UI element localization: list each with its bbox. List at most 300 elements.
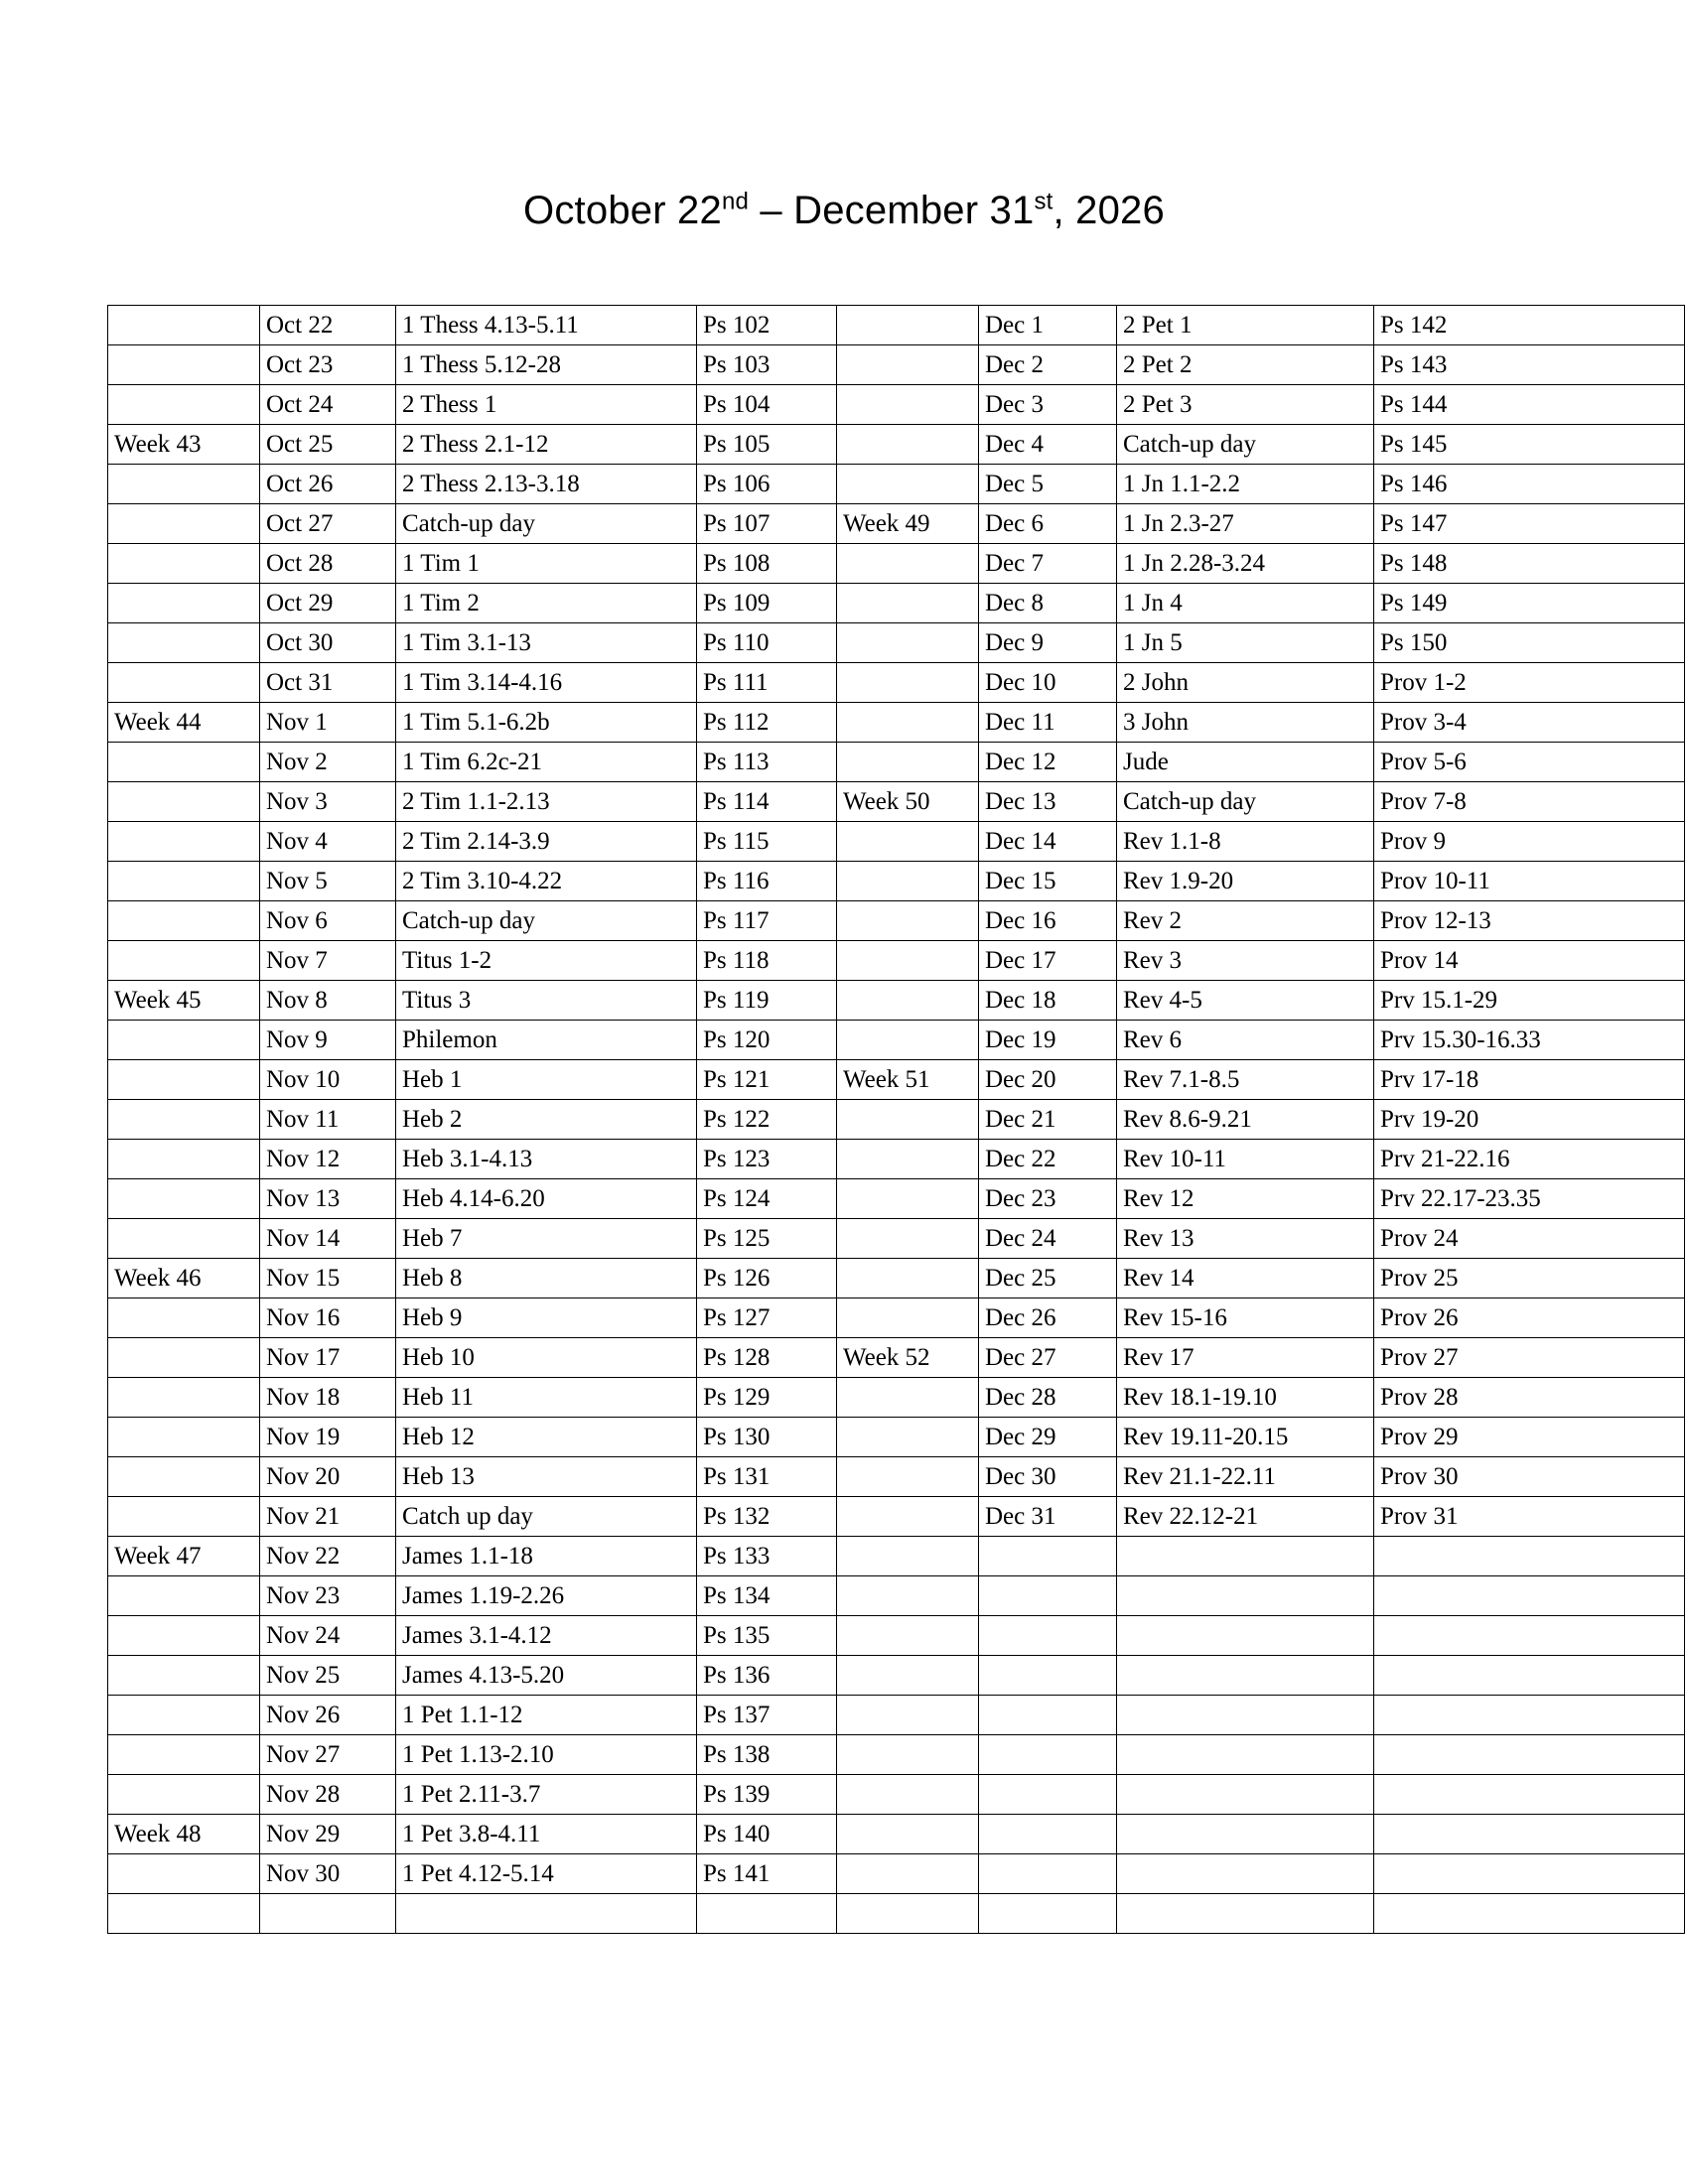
psalm-cell-right	[1374, 1854, 1685, 1894]
psalm-cell-right: Ps 144	[1374, 385, 1685, 425]
table-row	[108, 584, 1685, 623]
table-row	[108, 1179, 1685, 1219]
psalm-cell-left: Ps 118	[697, 941, 837, 981]
date-cell-left: Nov 30	[260, 1854, 396, 1894]
reading-cell-right	[1117, 1775, 1374, 1815]
date-cell-left: Nov 28	[260, 1775, 396, 1815]
table-row	[108, 1418, 1685, 1457]
date-cell-right: Dec 17	[979, 941, 1117, 981]
week-label-right	[837, 1696, 979, 1735]
date-cell-right: Dec 30	[979, 1457, 1117, 1497]
reading-cell-left: James 1.1-18	[396, 1537, 697, 1576]
reading-cell-left: Heb 7	[396, 1219, 697, 1259]
date-cell-left: Nov 11	[260, 1100, 396, 1140]
week-label-left	[108, 544, 260, 584]
reading-cell-left: Heb 9	[396, 1298, 697, 1338]
week-label-left: Week 44	[108, 703, 260, 743]
week-label-left: Week 46	[108, 1259, 260, 1298]
date-cell-right: Dec 24	[979, 1219, 1117, 1259]
week-label-left	[108, 862, 260, 901]
reading-cell-left: James 3.1-4.12	[396, 1616, 697, 1656]
table-row	[108, 1616, 1685, 1656]
psalm-cell-left: Ps 129	[697, 1378, 837, 1418]
reading-cell-left: 2 Tim 1.1-2.13	[396, 782, 697, 822]
psalm-cell-left: Ps 105	[697, 425, 837, 465]
reading-cell-right: Rev 1.9-20	[1117, 862, 1374, 901]
date-cell-right: Dec 19	[979, 1021, 1117, 1060]
table-row	[108, 623, 1685, 663]
week-label-right: Week 50	[837, 782, 979, 822]
table-row	[108, 1060, 1685, 1100]
date-cell-right: Dec 27	[979, 1338, 1117, 1378]
psalm-cell-left: Ps 106	[697, 465, 837, 504]
schedule-table-wrapper	[0, 305, 1688, 1934]
reading-cell-right: 1 Jn 2.28-3.24	[1117, 544, 1374, 584]
psalm-cell-right: Ps 143	[1374, 345, 1685, 385]
table-row	[108, 1021, 1685, 1060]
psalm-cell-left: Ps 109	[697, 584, 837, 623]
date-cell-right	[979, 1815, 1117, 1854]
week-label-left	[108, 385, 260, 425]
table-row	[108, 425, 1685, 465]
week-label-left	[108, 1021, 260, 1060]
reading-cell-right: 3 John	[1117, 703, 1374, 743]
psalm-cell-right: Prov 5-6	[1374, 743, 1685, 782]
psalm-cell-left: Ps 134	[697, 1576, 837, 1616]
week-label-right	[837, 1815, 979, 1854]
reading-cell-right: 1 Jn 2.3-27	[1117, 504, 1374, 544]
reading-cell-left	[396, 1894, 697, 1934]
psalm-cell-right: Prov 3-4	[1374, 703, 1685, 743]
table-row	[108, 1537, 1685, 1576]
reading-cell-left: Heb 4.14-6.20	[396, 1179, 697, 1219]
week-label-right	[837, 1537, 979, 1576]
psalm-cell-right: Prv 21-22.16	[1374, 1140, 1685, 1179]
table-row	[108, 703, 1685, 743]
table-row	[108, 1497, 1685, 1537]
psalm-cell-right: Prv 22.17-23.35	[1374, 1179, 1685, 1219]
week-label-left	[108, 1378, 260, 1418]
psalm-cell-right: Ps 150	[1374, 623, 1685, 663]
reading-cell-right: Rev 10-11	[1117, 1140, 1374, 1179]
reading-cell-left: 1 Tim 3.1-13	[396, 623, 697, 663]
reading-cell-left: 1 Tim 3.14-4.16	[396, 663, 697, 703]
reading-cell-right: Rev 15-16	[1117, 1298, 1374, 1338]
date-cell-left: Nov 27	[260, 1735, 396, 1775]
psalm-cell-right: Prov 14	[1374, 941, 1685, 981]
psalm-cell-right	[1374, 1576, 1685, 1616]
reading-cell-right	[1117, 1616, 1374, 1656]
psalm-cell-right: Prov 12-13	[1374, 901, 1685, 941]
psalm-cell-right: Prov 26	[1374, 1298, 1685, 1338]
psalm-cell-left: Ps 102	[697, 306, 837, 345]
reading-cell-right	[1117, 1537, 1374, 1576]
reading-cell-right: Rev 18.1-19.10	[1117, 1378, 1374, 1418]
psalm-cell-right: Ps 146	[1374, 465, 1685, 504]
week-label-right	[837, 306, 979, 345]
reading-cell-left: Philemon	[396, 1021, 697, 1060]
date-cell-left: Nov 1	[260, 703, 396, 743]
psalm-cell-left: Ps 126	[697, 1259, 837, 1298]
reading-cell-left: 1 Thess 5.12-28	[396, 345, 697, 385]
reading-cell-left: Heb 10	[396, 1338, 697, 1378]
reading-cell-right: 1 Jn 4	[1117, 584, 1374, 623]
date-cell-left: Nov 3	[260, 782, 396, 822]
reading-cell-left: Heb 11	[396, 1378, 697, 1418]
date-cell-right	[979, 1894, 1117, 1934]
title-suffix: , 2026	[1053, 189, 1165, 232]
week-label-right	[837, 1894, 979, 1934]
psalm-cell-left: Ps 115	[697, 822, 837, 862]
date-cell-right	[979, 1696, 1117, 1735]
week-label-right	[837, 1021, 979, 1060]
week-label-right	[837, 1179, 979, 1219]
date-cell-right	[979, 1537, 1117, 1576]
table-row	[108, 663, 1685, 703]
psalm-cell-right	[1374, 1815, 1685, 1854]
week-label-right	[837, 703, 979, 743]
date-cell-left: Nov 19	[260, 1418, 396, 1457]
week-label-left	[108, 822, 260, 862]
date-cell-right	[979, 1616, 1117, 1656]
reading-cell-right	[1117, 1894, 1374, 1934]
date-cell-left: Nov 12	[260, 1140, 396, 1179]
date-cell-left: Nov 2	[260, 743, 396, 782]
date-cell-left: Nov 5	[260, 862, 396, 901]
reading-cell-right: Rev 17	[1117, 1338, 1374, 1378]
date-cell-right: Dec 6	[979, 504, 1117, 544]
date-cell-right: Dec 31	[979, 1497, 1117, 1537]
week-label-left	[108, 1179, 260, 1219]
table-row	[108, 504, 1685, 544]
reading-cell-right: Rev 13	[1117, 1219, 1374, 1259]
table-row	[108, 782, 1685, 822]
reading-cell-right: Rev 6	[1117, 1021, 1374, 1060]
week-label-right	[837, 743, 979, 782]
table-row	[108, 1259, 1685, 1298]
table-row	[108, 1815, 1685, 1854]
psalm-cell-right: Ps 142	[1374, 306, 1685, 345]
reading-cell-right: Rev 4-5	[1117, 981, 1374, 1021]
reading-cell-left: 1 Tim 6.2c-21	[396, 743, 697, 782]
week-label-left	[108, 1140, 260, 1179]
psalm-cell-right: Prv 19-20	[1374, 1100, 1685, 1140]
psalm-cell-left: Ps 127	[697, 1298, 837, 1338]
psalm-cell-left: Ps 117	[697, 901, 837, 941]
week-label-left	[108, 1735, 260, 1775]
psalm-cell-right: Ps 148	[1374, 544, 1685, 584]
table-row	[108, 1854, 1685, 1894]
reading-cell-right: 1 Jn 1.1-2.2	[1117, 465, 1374, 504]
psalm-cell-right	[1374, 1735, 1685, 1775]
psalm-cell-left: Ps 139	[697, 1775, 837, 1815]
week-label-right	[837, 822, 979, 862]
date-cell-left	[260, 1894, 396, 1934]
date-cell-right: Dec 21	[979, 1100, 1117, 1140]
page-title	[0, 0, 1688, 233]
table-row	[108, 1696, 1685, 1735]
week-label-left	[108, 901, 260, 941]
date-cell-right: Dec 15	[979, 862, 1117, 901]
psalm-cell-right: Prov 24	[1374, 1219, 1685, 1259]
reading-cell-right: 2 Pet 1	[1117, 306, 1374, 345]
date-cell-right: Dec 28	[979, 1378, 1117, 1418]
week-label-left	[108, 1418, 260, 1457]
date-cell-left: Oct 29	[260, 584, 396, 623]
table-row	[108, 544, 1685, 584]
week-label-left	[108, 743, 260, 782]
reading-cell-left: 2 Thess 1	[396, 385, 697, 425]
psalm-cell-right: Prov 25	[1374, 1259, 1685, 1298]
table-row	[108, 1735, 1685, 1775]
reading-cell-right: 2 Pet 3	[1117, 385, 1374, 425]
week-label-left: Week 45	[108, 981, 260, 1021]
psalm-cell-right	[1374, 1696, 1685, 1735]
reading-cell-left: 1 Tim 5.1-6.2b	[396, 703, 697, 743]
date-cell-left: Nov 6	[260, 901, 396, 941]
date-cell-right: Dec 2	[979, 345, 1117, 385]
week-label-right	[837, 425, 979, 465]
psalm-cell-right: Prv 17-18	[1374, 1060, 1685, 1100]
table-row	[108, 941, 1685, 981]
psalm-cell-left: Ps 140	[697, 1815, 837, 1854]
reading-cell-right: Rev 14	[1117, 1259, 1374, 1298]
psalm-cell-left: Ps 108	[697, 544, 837, 584]
psalm-cell-left: Ps 132	[697, 1497, 837, 1537]
psalm-cell-right: Ps 147	[1374, 504, 1685, 544]
psalm-cell-right: Prv 15.1-29	[1374, 981, 1685, 1021]
date-cell-left: Nov 16	[260, 1298, 396, 1338]
week-label-left	[108, 782, 260, 822]
title-ordinal-1: nd	[721, 188, 750, 215]
date-cell-left: Nov 23	[260, 1576, 396, 1616]
date-cell-right: Dec 14	[979, 822, 1117, 862]
date-cell-right: Dec 26	[979, 1298, 1117, 1338]
reading-cell-right	[1117, 1735, 1374, 1775]
week-label-right	[837, 544, 979, 584]
psalm-cell-left	[697, 1894, 837, 1934]
week-label-left	[108, 1338, 260, 1378]
reading-cell-left: Heb 2	[396, 1100, 697, 1140]
psalm-cell-left: Ps 114	[697, 782, 837, 822]
date-cell-right: Dec 13	[979, 782, 1117, 822]
table-row	[108, 862, 1685, 901]
date-cell-left: Nov 25	[260, 1656, 396, 1696]
reading-cell-right: 2 John	[1117, 663, 1374, 703]
week-label-right	[837, 345, 979, 385]
table-row	[108, 981, 1685, 1021]
psalm-cell-left: Ps 133	[697, 1537, 837, 1576]
date-cell-right: Dec 1	[979, 306, 1117, 345]
reading-cell-right	[1117, 1656, 1374, 1696]
date-cell-left: Nov 4	[260, 822, 396, 862]
reading-cell-right: Rev 1.1-8	[1117, 822, 1374, 862]
table-row	[108, 1378, 1685, 1418]
table-row	[108, 306, 1685, 345]
week-label-left	[108, 504, 260, 544]
reading-cell-right: Jude	[1117, 743, 1374, 782]
date-cell-left: Nov 21	[260, 1497, 396, 1537]
week-label-right	[837, 584, 979, 623]
week-label-right	[837, 1219, 979, 1259]
date-cell-right	[979, 1656, 1117, 1696]
date-cell-left: Oct 30	[260, 623, 396, 663]
reading-cell-right: Rev 21.1-22.11	[1117, 1457, 1374, 1497]
date-cell-left: Oct 24	[260, 385, 396, 425]
reading-cell-right: Rev 19.11-20.15	[1117, 1418, 1374, 1457]
week-label-left	[108, 1775, 260, 1815]
table-row	[108, 1338, 1685, 1378]
reading-cell-left: Heb 3.1-4.13	[396, 1140, 697, 1179]
psalm-cell-left: Ps 116	[697, 862, 837, 901]
psalm-cell-left: Ps 138	[697, 1735, 837, 1775]
reading-cell-left: Catch-up day	[396, 901, 697, 941]
week-label-right	[837, 1457, 979, 1497]
psalm-cell-right	[1374, 1537, 1685, 1576]
reading-cell-left: 2 Thess 2.1-12	[396, 425, 697, 465]
reading-cell-left: 1 Pet 1.13-2.10	[396, 1735, 697, 1775]
reading-cell-left: 2 Tim 2.14-3.9	[396, 822, 697, 862]
date-cell-left: Nov 22	[260, 1537, 396, 1576]
reading-cell-right	[1117, 1696, 1374, 1735]
psalm-cell-left: Ps 112	[697, 703, 837, 743]
reading-cell-left: Heb 8	[396, 1259, 697, 1298]
date-cell-right: Dec 22	[979, 1140, 1117, 1179]
week-label-left	[108, 1616, 260, 1656]
table-row	[108, 1457, 1685, 1497]
week-label-right: Week 49	[837, 504, 979, 544]
psalm-cell-left: Ps 135	[697, 1616, 837, 1656]
week-label-left	[108, 1854, 260, 1894]
date-cell-right: Dec 7	[979, 544, 1117, 584]
date-cell-right: Dec 8	[979, 584, 1117, 623]
psalm-cell-left: Ps 131	[697, 1457, 837, 1497]
week-label-left	[108, 1497, 260, 1537]
week-label-left: Week 47	[108, 1537, 260, 1576]
date-cell-left: Nov 18	[260, 1378, 396, 1418]
table-row	[108, 901, 1685, 941]
reading-cell-left: James 1.19-2.26	[396, 1576, 697, 1616]
reading-cell-right: Rev 2	[1117, 901, 1374, 941]
week-label-left	[108, 1894, 260, 1934]
week-label-right	[837, 623, 979, 663]
week-label-right	[837, 465, 979, 504]
psalm-cell-left: Ps 121	[697, 1060, 837, 1100]
date-cell-right: Dec 20	[979, 1060, 1117, 1100]
week-label-left	[108, 1219, 260, 1259]
psalm-cell-right: Prov 9	[1374, 822, 1685, 862]
reading-cell-left: Heb 12	[396, 1418, 697, 1457]
table-row	[108, 385, 1685, 425]
table-row	[108, 1140, 1685, 1179]
date-cell-left: Nov 9	[260, 1021, 396, 1060]
psalm-cell-left: Ps 122	[697, 1100, 837, 1140]
date-cell-left: Nov 29	[260, 1815, 396, 1854]
reading-cell-left: 1 Thess 4.13-5.11	[396, 306, 697, 345]
week-label-right: Week 51	[837, 1060, 979, 1100]
week-label-right	[837, 1100, 979, 1140]
psalm-cell-left: Ps 136	[697, 1656, 837, 1696]
date-cell-right: Dec 4	[979, 425, 1117, 465]
date-cell-right: Dec 5	[979, 465, 1117, 504]
psalm-cell-right: Prov 29	[1374, 1418, 1685, 1457]
week-label-right	[837, 1775, 979, 1815]
week-label-left	[108, 663, 260, 703]
psalm-cell-left: Ps 123	[697, 1140, 837, 1179]
date-cell-right	[979, 1576, 1117, 1616]
week-label-right	[837, 1497, 979, 1537]
week-label-left	[108, 584, 260, 623]
week-label-left: Week 48	[108, 1815, 260, 1854]
psalm-cell-left: Ps 128	[697, 1338, 837, 1378]
psalm-cell-right: Prov 10-11	[1374, 862, 1685, 901]
date-cell-left: Oct 26	[260, 465, 396, 504]
psalm-cell-right: Ps 149	[1374, 584, 1685, 623]
date-cell-right: Dec 16	[979, 901, 1117, 941]
week-label-right	[837, 1378, 979, 1418]
date-cell-right: Dec 23	[979, 1179, 1117, 1219]
week-label-left	[108, 1298, 260, 1338]
week-label-right	[837, 901, 979, 941]
table-row	[108, 1894, 1685, 1934]
week-label-right	[837, 941, 979, 981]
reading-cell-left: 1 Pet 4.12-5.14	[396, 1854, 697, 1894]
week-label-left	[108, 306, 260, 345]
table-row	[108, 1576, 1685, 1616]
date-cell-left: Oct 25	[260, 425, 396, 465]
week-label-right	[837, 1576, 979, 1616]
week-label-left	[108, 1060, 260, 1100]
table-row	[108, 822, 1685, 862]
reading-cell-left: 2 Tim 3.10-4.22	[396, 862, 697, 901]
table-row	[108, 1656, 1685, 1696]
reading-cell-right: Rev 7.1-8.5	[1117, 1060, 1374, 1100]
week-label-right	[837, 1656, 979, 1696]
date-cell-right	[979, 1735, 1117, 1775]
reading-cell-left: Catch up day	[396, 1497, 697, 1537]
week-label-left: Week 43	[108, 425, 260, 465]
reading-cell-right	[1117, 1576, 1374, 1616]
date-cell-right: Dec 9	[979, 623, 1117, 663]
reading-cell-right	[1117, 1854, 1374, 1894]
date-cell-left: Oct 23	[260, 345, 396, 385]
psalm-cell-left: Ps 124	[697, 1179, 837, 1219]
reading-cell-right: 1 Jn 5	[1117, 623, 1374, 663]
psalm-cell-right: Prv 15.30-16.33	[1374, 1021, 1685, 1060]
week-label-right	[837, 1259, 979, 1298]
date-cell-right: Dec 29	[979, 1418, 1117, 1457]
psalm-cell-right: Prov 31	[1374, 1497, 1685, 1537]
reading-cell-right: 2 Pet 2	[1117, 345, 1374, 385]
date-cell-left: Nov 17	[260, 1338, 396, 1378]
table-row	[108, 345, 1685, 385]
table-row	[108, 1100, 1685, 1140]
date-cell-left: Nov 8	[260, 981, 396, 1021]
date-cell-right: Dec 25	[979, 1259, 1117, 1298]
reading-plan-table	[107, 305, 1685, 1934]
date-cell-right: Dec 11	[979, 703, 1117, 743]
week-label-right	[837, 1616, 979, 1656]
psalm-cell-right: Ps 145	[1374, 425, 1685, 465]
week-label-right: Week 52	[837, 1338, 979, 1378]
reading-cell-right	[1117, 1815, 1374, 1854]
date-cell-left: Nov 20	[260, 1457, 396, 1497]
week-label-right	[837, 981, 979, 1021]
date-cell-right: Dec 18	[979, 981, 1117, 1021]
date-cell-right	[979, 1775, 1117, 1815]
date-cell-left: Nov 26	[260, 1696, 396, 1735]
psalm-cell-right: Prov 7-8	[1374, 782, 1685, 822]
